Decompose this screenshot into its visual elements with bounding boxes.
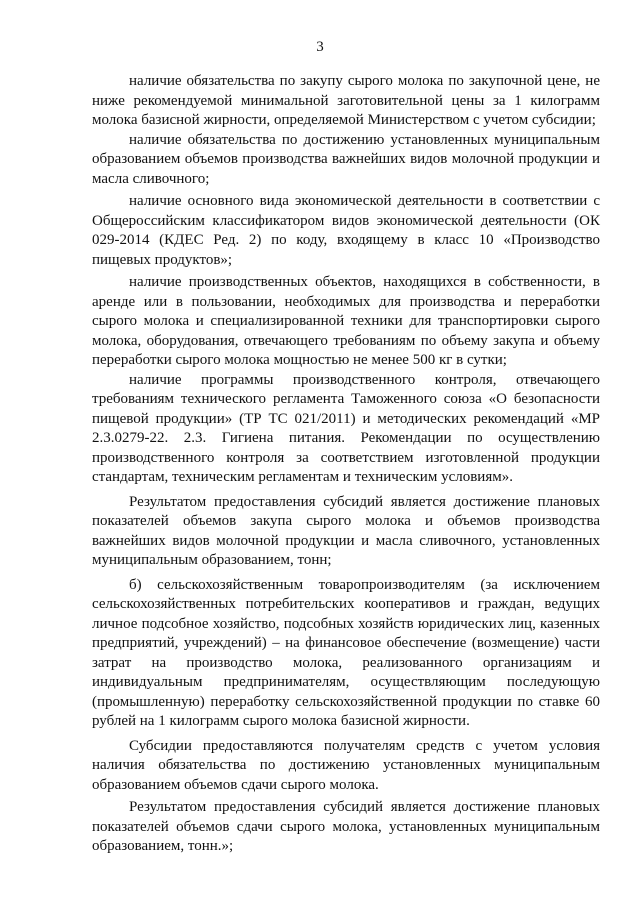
paragraph-subsidy-conditions: Субсидии предоставляются получателям средств с учетом условия наличия обязательства по достижению установленных муниципальным образованием объемов сдачи сырого молока. (92, 737, 600, 793)
document-body (92, 72, 600, 857)
paragraph-production-obligation: наличие обязательства по достижению установленных муниципальным образованием объемов производства важнейших видов молочной продукции и масла сливочного; (92, 131, 600, 187)
paragraph-agricultural-producers: б) сельскохозяйственным товаропроизводителям (за исключением сельскохозяйственных потребительских кооперативов и граждан, ведущих личное подсобное хозяйство, подсобных хозяйств юридических лиц, казенных предприятий, учреждений) – на финансовое обеспечение (возмещение) части затрат на производство молока, реализованного организациям и индивидуальным предпринимателям, осуществляющим последующую (промышленную) переработку сельскохозяйственной продукции по ставке 60 рублей на 1 килограмм сырого молока базисной жирности. (92, 576, 600, 729)
paragraph-production-facilities: наличие производственных объектов, находящихся в собственности, в аренде или в пользовании, необходимых для производства и переработки сырого молока и специализированной техники для транспортировки сырого молока, оборудования, отвечающего требованиям по объему закупа и объему переработки сырого молока мощностью не менее 500 кг в сутки; (92, 274, 600, 368)
paragraph-subsidy-result-processing: Результатом предоставления субсидий является достижение плановых показателей объемов закупа сырого молока и объемов производства важнейших видов молочной продукции и масла сливочного, установленных муниципальным образованием, тонн; (92, 493, 600, 568)
paragraph-subsidy-result-delivery: Результатом предоставления субсидий является достижение плановых показателей объемов сдачи сырого молока, установленных муниципальным образованием, тонн.»; (92, 799, 600, 854)
page-number: 3 (316, 39, 324, 55)
paragraph-purchase-obligation: наличие обязательства по закупу сырого молока по закупочной цене, не ниже рекомендуемой минимальной заготовительной цены за 1 килограмм молока базисной жирности, определяемой Министерством с учетом субсидии; (92, 73, 600, 128)
paragraph-production-control: наличие программы производственного контроля, отвечающего требованиям технического регламента Таможенного союза «О безопасности пищевой продукции» (ТР ТС 021/2011) и методических рекомендаций «МР 2.3.0279-22. 2.3. Гигиена питания. Рекомендации по осуществлению производственного контроля за соответствием изготовленной продукции стандартам, техническим регламентам и техническим условиям». (92, 371, 600, 485)
paragraph-economic-activity: наличие основного вида экономической деятельности в соответствии с Общероссийским классификатором видов экономической деятельности (ОК 029-2014 (КДЕС Ред. 2) по коду, входящему в класс 10 «Производство пищевых продуктов»; (92, 193, 600, 268)
